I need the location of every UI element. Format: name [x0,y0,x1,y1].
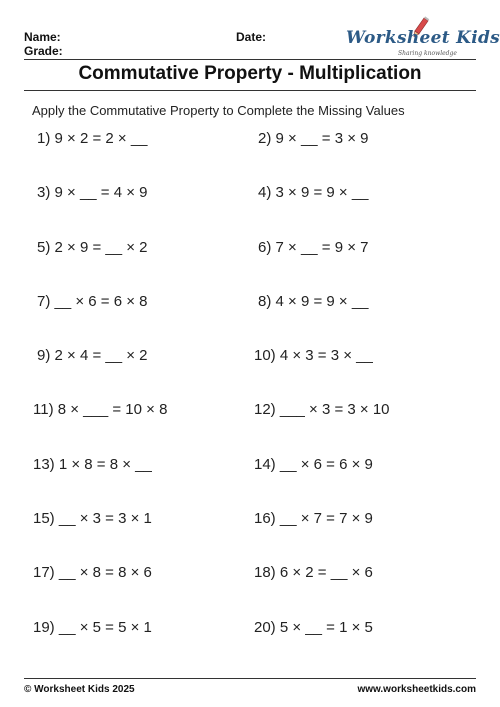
problem-5: 5) 2 × 9 = __ × 2 [37,239,148,256]
problem-16: 16) __ × 7 = 7 × 9 [254,510,373,527]
problem-18: 18) 6 × 2 = __ × 6 [254,564,373,581]
problem-17: 17) __ × 8 = 8 × 6 [33,564,152,581]
problem-1: 1) 9 × 2 = 2 × __ [37,130,148,147]
problem-2: 2) 9 × __ = 3 × 9 [258,130,369,147]
header-rule [24,59,476,60]
problem-14: 14) __ × 6 = 6 × 9 [254,456,373,473]
date-label: Date: [236,30,267,44]
logo-tagline: Sharing knowledge [398,50,457,57]
problem-9: 9) 2 × 4 = __ × 2 [37,347,148,364]
page-title: Commutative Property - Multiplication [78,63,422,84]
footer-website: www.worksheetkids.com [357,684,476,695]
problem-10: 10) 4 × 3 = 3 × __ [254,347,373,364]
problem-4: 4) 3 × 9 = 9 × __ [258,184,369,201]
grade-label: Grade: [24,44,63,58]
logo-text: Worksheet Kids [346,28,500,48]
problem-15: 15) __ × 3 = 3 × 1 [33,510,152,527]
problem-12: 12) ___ × 3 = 3 × 10 [254,401,390,418]
footer-copyright: © Worksheet Kids 2025 [24,684,135,695]
problem-20: 20) 5 × __ = 1 × 5 [254,619,373,636]
problem-3: 3) 9 × __ = 4 × 9 [37,184,148,201]
title-rule [24,90,476,91]
problem-13: 13) 1 × 8 = 8 × __ [33,456,152,473]
instructions: Apply the Commutative Property to Complete the Missing Values [32,103,405,118]
problem-19: 19) __ × 5 = 5 × 1 [33,619,152,636]
problem-11: 11) 8 × ___ = 10 × 8 [33,401,168,418]
name-label: Name: [24,30,61,44]
problem-6: 6) 7 × __ = 9 × 7 [258,239,369,256]
problem-7: 7) __ × 6 = 6 × 8 [37,293,148,310]
footer-rule [24,678,476,679]
problem-8: 8) 4 × 9 = 9 × __ [258,293,369,310]
worksheet-kids-logo [340,14,500,60]
